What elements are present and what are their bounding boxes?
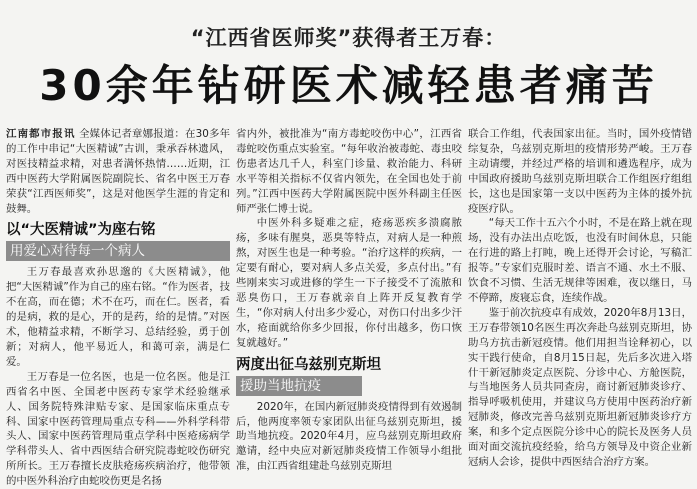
lead-text: 全媒体记者章娜报道：在30多年的工作中串记“大医精诚”古训，秉承吞林遗风，对医技精益求精，对患者满怀热情……近期，江西中医药大学附属医院副院长、省名中医王万春荣获“江西医师奖”，这是对他医学生涯的肯定和鼓舞。 bbox=[6, 128, 230, 215]
subheading-2-bar: 援助当地抗疫 bbox=[236, 376, 362, 396]
article-column-3 bbox=[468, 127, 692, 470]
body-paragraph: 省内外，被批准为“南方毒蛇咬伤中心”，江西省毒蛇咬伤重点实验室。“每年收治被毒蛇、毒虫咬伤患者达几千人，科室门诊量、救治能力、科研水平等相关指标不仅省内领先，在全国也处于前列。”江西中医药大学附属医院中医外科副主任医师严张仁博士说。 bbox=[236, 128, 462, 215]
lead-paragraph bbox=[6, 127, 230, 216]
article-column-1 bbox=[6, 127, 230, 489]
body-paragraph: 联合工作组，代表国家出征。当时，国外疫情错综复杂，乌兹别克斯坦的疫情形势严峻。王万春主动请缨，并经过严格的培训和遴选程序，成为中国政府援助乌兹别克斯坦联合工作组医疗组组长，这也是国家第一支以中医药为主体的援外抗疫医疗队。 bbox=[468, 128, 692, 215]
article-headline: 30余年钻研医术减轻患者痛苦 bbox=[39, 61, 658, 110]
subheading-2-title: 两度出征乌兹别克斯坦 bbox=[236, 356, 381, 373]
body-paragraph: 2020年，在国内新冠肺炎疫情得到有效遏制后，他两度率领专家团队出征乌兹别克斯坦，援助当地抗疫。2020年4月，应乌兹别克斯坦政府邀请，经中央应对新冠肺炎疫情工作领导小组批准，由江西省组建赴乌兹别克斯坦 bbox=[236, 400, 462, 473]
body-paragraph: “每天工作十五六个小时，不是在路上就在现场，没有办法出点吃饭，也没有时间休息，只能在行进的路上打盹，晚上还得开会讨论，写稿汇报等。”专家们克服时差、语言不通、水土不服、饮食不习惯、生活无规律等困难，夜以继日，马不停蹄，废寝忘食，连续作战。 bbox=[468, 217, 692, 304]
subheading-1-bar: 用爱心对待每一个病人 bbox=[6, 241, 230, 261]
body-paragraph: 王万春最喜欢孙思邈的《大医精诚》，他把“大医精诚”作为自己的座右铭。“作为医者，技不在高，而在德；术不在巧，而在仁。医者，看的是病，救的是心，开的是药，给的是情。”对医术，他精益求精，不断学习、总结经验，勇于创新；对病人，他平易近人，和蔼可亲，满是仁爱。 bbox=[6, 266, 230, 368]
byline: 江南都市报讯 bbox=[6, 128, 76, 140]
article-column-2 bbox=[236, 127, 462, 474]
body-paragraph: 王万春是一位名医，也是一位名医。他是江西省名中医、全国老中医药专家学术经验继承人、国务院特殊津贴专家、是国家临床重点专科、国家中医药管理局重点专科——外科学科带头人、国家中医药管理局重点学科中医疮疡病学学科带头人、省中西医结合研究院毒蛇咬伤研究所所长。王万春擅长皮肤疮疡疾病治疗，他带领的中医外科治疗由蛇咬伤更是名扬 bbox=[6, 370, 230, 488]
subheading-1-title: 以“大医精诚”为座右铭 bbox=[6, 222, 156, 239]
article-kicker: “江西省医师奖”获得者王万春： bbox=[190, 26, 507, 50]
body-paragraph: 中医外科多疑难之症，疮疡恶疾多溃腐脓疡，多味有腥臭，恶臭等特点，对病人是一种煎熬，对医生也是一种考验。“治疗这样的疾病，一定要有耐心，要对病人多点关爱，多点付出。”有些刚来实习或进修的学生一下子接受不了流脓和恶臭伤口，王万春就亲自上阵开反复教育学生，“你对病人付出多少爱心，对伤口付出多少汗水，疮面就给你多少回报，你付出越多，伤口恢复就越好。” bbox=[236, 217, 462, 349]
body-paragraph: 鉴于前次抗疫卓有成效，2020年8月13日，王万春带领10名医生再次奔赴乌兹别克斯坦，协助乌方抗击新冠疫情。他们用担当诠释初心，以实干践行使命，自8月15日起，先后多次进入塔什干新冠肺炎定点医院、分诊中心、方舱医院，与当地医务人员共同查房，商讨新冠肺炎诊疗、指导呼吸机使用，并建议乌方使用中医药治疗新冠肺炎，修改完善乌兹别克斯坦新冠肺炎诊疗方案，和多个定点医院分诊中心的院长及医务人员面对面交流抗疫经验，给乌方领导及中资企业新冠病人会诊，提供中西医结合治疗方案。 bbox=[468, 306, 692, 468]
